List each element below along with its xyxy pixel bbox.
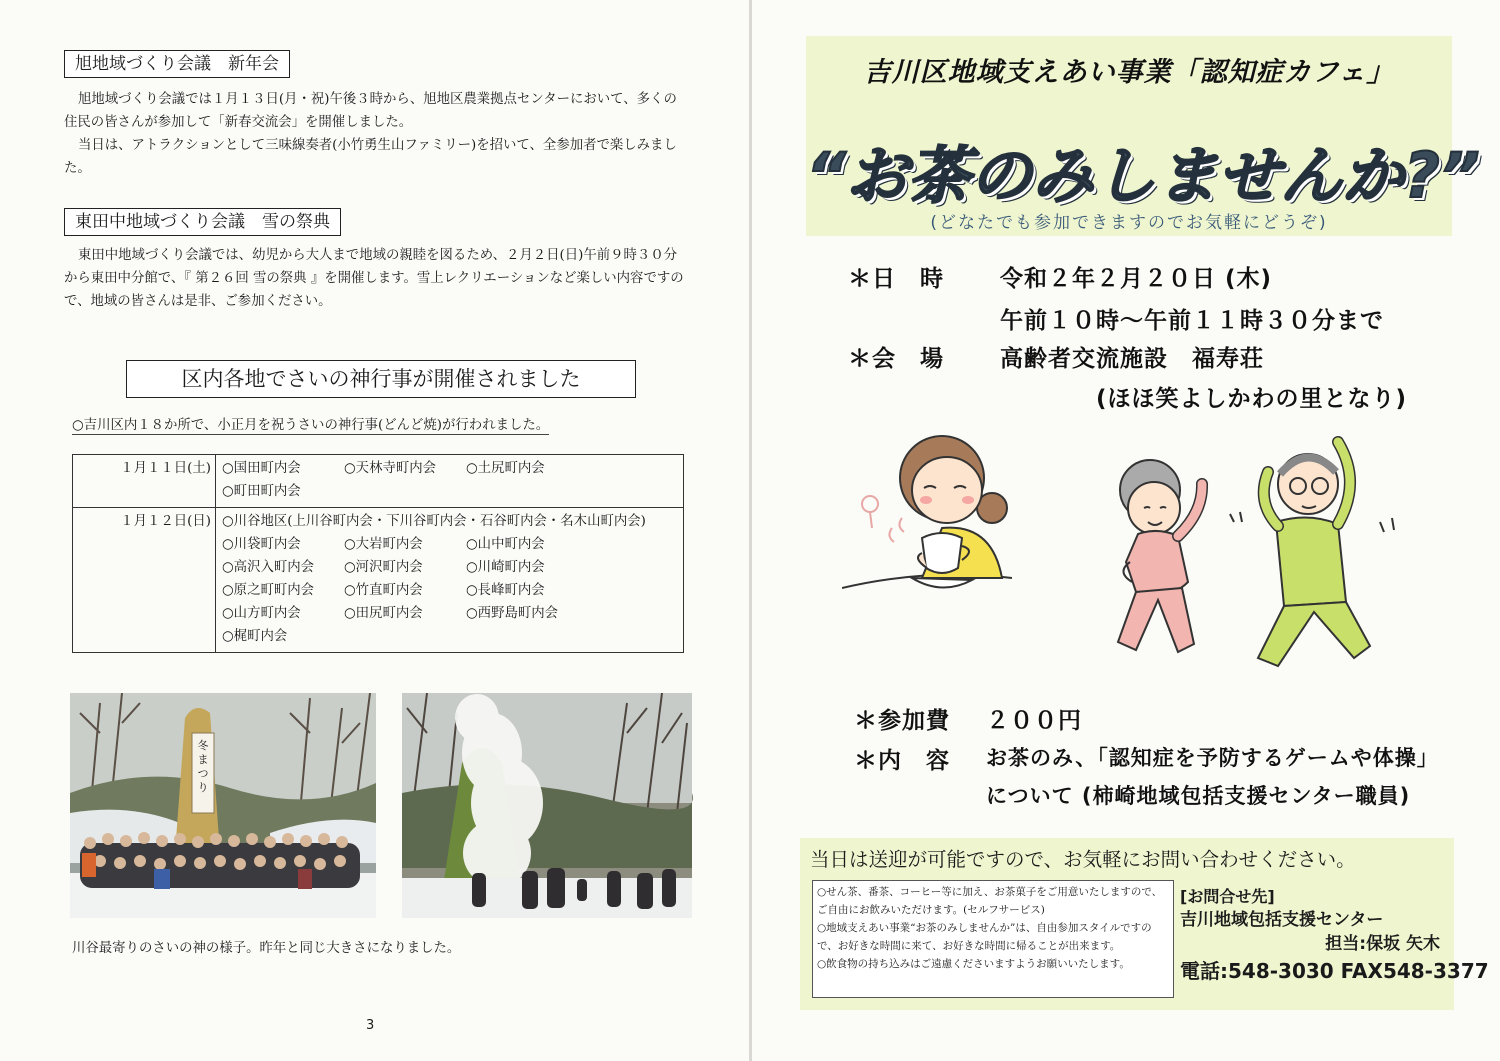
location-name: ○原之町町内会 [222, 583, 315, 598]
fee-label: ＊参加費 [854, 708, 950, 734]
location-name: ○町田町内会 [222, 484, 301, 499]
list-item [222, 602, 679, 625]
date-cell: １月１１日(土) [73, 455, 216, 508]
venue-value: 高齢者交流施設 福寿荘 [1000, 346, 1264, 372]
location-name: ○天林寺町内会 [344, 461, 437, 476]
contact-info [1180, 886, 1489, 986]
venue-label: ＊会 場 [848, 346, 944, 372]
paragraph: 旭地域づくり会議では１月１３日(月・祝)午後３時から、旭地区農業拠点センターにおいて、多くの住民の皆さんが参加して「新春交流会」を開催しました。 [64, 92, 677, 130]
datetime-value: 令和２年２月２０日 (木) [1000, 266, 1273, 292]
time-value: 午前１０時～午前１１時３０分まで [1000, 308, 1384, 334]
content-value-2: について (柿崎地域包括支援センター職員) [986, 784, 1411, 808]
photo-sainokami-burning [394, 693, 700, 918]
section-body-asahi [64, 88, 688, 180]
location-cell [216, 455, 684, 508]
list-item [222, 625, 679, 648]
illustration-woman-tea [842, 418, 1012, 608]
grandmother [1118, 460, 1202, 652]
photo-caption: 川谷最寄りのさいの神の様子。昨年と同じ大きさになりました。 [72, 941, 461, 956]
contact-phone: 電話:548-3030 FAX548-3377 [1180, 959, 1489, 983]
list-item [222, 457, 679, 480]
date-cell: １月１２日(日) [73, 508, 216, 653]
location-name: ○高沢入町内会 [222, 560, 315, 575]
photo-sign-text: 冬まつり [197, 739, 209, 794]
list-item [222, 579, 679, 602]
photo-group-sainokami [70, 693, 376, 918]
location-name: ○川袋町内会 [222, 537, 301, 552]
location-name: ○土尻町内会 [466, 461, 545, 476]
sainokami-schedule-table [72, 454, 684, 653]
sainokami-intro: ○吉川区内１８か所で、小正月を祝うさいの神行事(どんど焼)が行われました。 [72, 414, 549, 435]
notice-headline: 当日は送迎が可能ですので、お気軽にお問い合わせください。 [810, 848, 1356, 871]
venue-note: (ほほ笑よしかわの里となり) [1096, 386, 1408, 412]
illustration-couple-exercise [1108, 422, 1424, 670]
section-heading-asahi: 旭地域づくり会議 新年会 [64, 50, 290, 78]
datetime-label: ＊日 時 [848, 266, 944, 292]
location-name: ○山方町内会 [222, 606, 301, 621]
location-name: ○長峰町内会 [466, 583, 545, 598]
section-heading-higashitanaka: 東田中地域づくり会議 雪の祭典 [64, 208, 341, 236]
location-name: ○竹直町内会 [344, 583, 423, 598]
location-name: ○川崎町内会 [466, 560, 545, 575]
content-value: お茶のみ、「認知症を予防するゲームや体操」 [986, 746, 1439, 770]
list-item: ○地域支えあい事業“お茶のみしませんか”は、自由参加スタイルですので、お好きな時間に来て、お好きな時間に帰ることが出来ます。 [817, 922, 1152, 952]
contact-label: [お問合せ先] [1180, 887, 1275, 906]
location-cell [216, 508, 684, 653]
table-row [73, 508, 684, 653]
list-item [222, 556, 679, 579]
location-name: ○河沢町内会 [344, 560, 423, 575]
list-item [222, 480, 679, 503]
content-label: ＊内 容 [854, 748, 950, 774]
location-name: ○梶町内会 [222, 629, 288, 644]
list-item: ○飲食物の持ち込みはご遠慮くださいますようお願いいたします。 [817, 958, 1130, 970]
location-name: ○国田町内会 [222, 461, 301, 476]
contact-org: 吉川地域包括支援センター [1180, 910, 1384, 930]
cafe-title-sub: 吉川区地域支えあい事業「認知症カフェ」 [863, 57, 1395, 88]
location-name: ○山中町内会 [466, 537, 545, 552]
page-number: 3 [366, 1018, 375, 1033]
list-item [222, 533, 679, 556]
table-row [73, 455, 684, 508]
paragraph: 当日は、アトラクションとして三味線奏者(小竹勇生山ファミリー)を招いて、全参加者で楽しみました。 [64, 138, 677, 176]
location-name: ○西野島町内会 [466, 606, 559, 621]
list-item: ○川谷地区(上川谷町内会・下川谷町内会・石谷町内会・名木山町内会) [222, 514, 646, 529]
fee-value: ２００円 [986, 708, 1082, 734]
cafe-title-main: “お茶のみしませんか?” [806, 139, 1480, 212]
cafe-title-block [806, 36, 1480, 236]
cafe-title-note: (どなたでも参加できますのでお気軽にどうぞ) [930, 213, 1328, 233]
location-name: ○田尻町内会 [344, 606, 423, 621]
location-name: ○大岩町内会 [344, 537, 423, 552]
grandfather [1258, 442, 1370, 666]
section-body-higashitanaka [64, 244, 688, 313]
sainokami-banner: 区内各地でさいの神行事が開催されました [126, 360, 636, 398]
contact-staff: 担当:保坂 矢木 [1325, 934, 1440, 954]
notes-box [812, 880, 1174, 998]
paragraph: 東田中地域づくり会議では、幼児から大人まで地域の親睦を図るため、２月２日(日)午前９時３０分から東田中分館で、『 第２６回 雪の祭典 』を開催します。雪上レクリエーションなど楽しい内容ですので、地域の皆さんは是非、ご参加ください。 [64, 248, 684, 309]
notice-block [800, 838, 1489, 1010]
list-item: ○せん茶、番茶、コーヒー等に加え、お茶菓子をご用意いたしますので、ご自由にお飲みいただけます。(セルフサービス) [817, 886, 1163, 916]
